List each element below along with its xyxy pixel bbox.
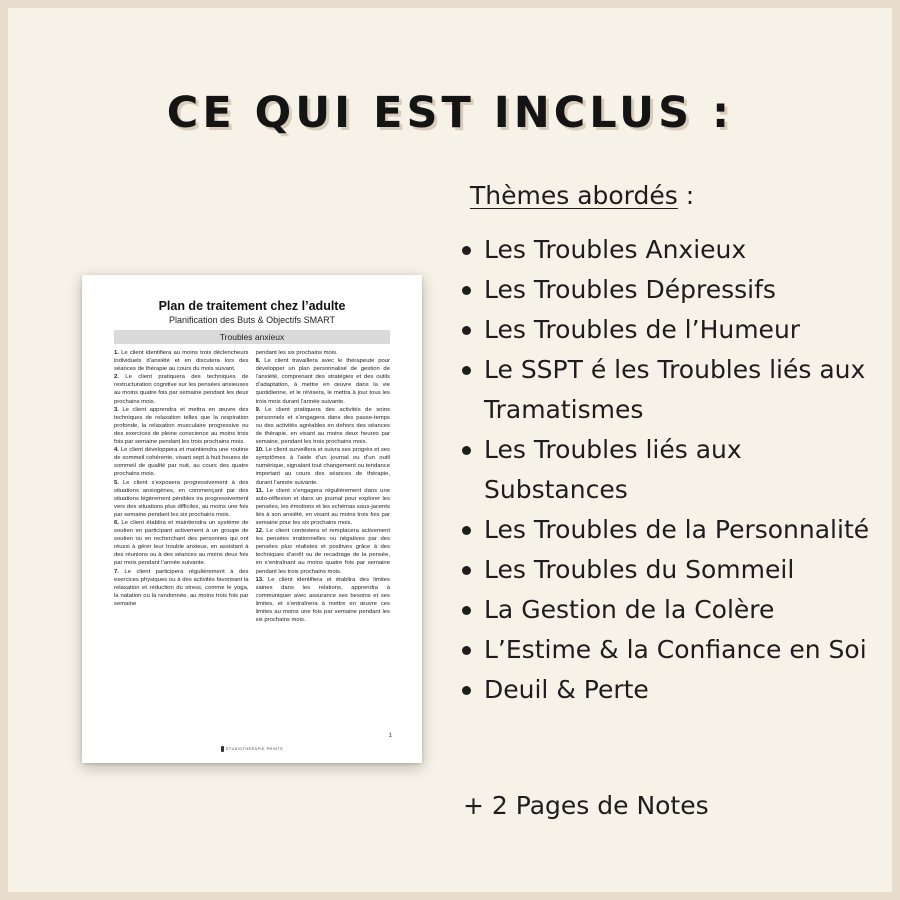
- paragraph-text: Le client participera régulièrement à des exercices physiques ou à des activités favorisant la relaxation et réduction du stress, comme le yoga, la natation ou la randonnée, au moins trois fois par semaine: [114, 568, 249, 607]
- document-paragraph: [256, 349, 391, 357]
- paragraph-text: Le client identifiera et établira des limites saines dans les relations, apprendra à communiquer avec assurance ses besoins et ses limites, et s’entraînera à mettre en œuvre ces limites au moins une fois par semaine pendant les six prochains mois.: [255, 576, 390, 624]
- paragraph-number: 11.: [255, 487, 264, 494]
- paragraph-number: 10.: [255, 447, 264, 454]
- topic-label: Deuil & Perte: [484, 675, 649, 704]
- topic-label: Les Troubles liés aux Substances: [484, 435, 742, 504]
- paragraph-text: Le client développera et maintiendra une routine de sommeil cohérente, visant sept à huit heures de sommeil de qualité par nuit, au cours des quatre prochains mois.: [114, 447, 249, 478]
- topic-label: Les Troubles du Sommeil: [484, 555, 795, 584]
- paragraph-text: Le client s’engagera régulièrement dans une auto-réflexion et dans un journal pour explorer les pensées, les émotions et les schémas sous-jacents liés à son anxiété, en visant au moins trois fois par semaine pour les six prochains mois.: [255, 487, 390, 526]
- list-item: [460, 550, 870, 590]
- bullet-icon: [462, 646, 471, 655]
- bullet-icon: [462, 446, 471, 455]
- bullet-icon: [462, 366, 471, 375]
- list-item: [460, 630, 870, 670]
- document-paragraph: [256, 487, 391, 527]
- paragraph-number: 4.: [114, 447, 119, 454]
- paragraph-number: 8.: [255, 358, 261, 365]
- bullet-icon: [462, 606, 471, 615]
- list-item: [460, 510, 870, 550]
- topic-label: Les Troubles de la Personnalité: [484, 515, 870, 544]
- topics-heading: [470, 181, 694, 210]
- list-item: [460, 670, 870, 710]
- paragraph-number: 12.: [255, 528, 264, 535]
- bullet-icon: [462, 286, 471, 295]
- topics-heading-suffix: :: [677, 181, 695, 210]
- document-paragraph: [114, 373, 249, 405]
- paragraph-text: Le client travaillera avec le thérapeute pour développer un plan personnalisé de gestion de l’anxiété, comprenant des stratégies et des outils d’adaptation, à mettre en œuvre dans la vie quotidienne, et le révisera, le mettra à jour tous les trois mois durant l’année suivante.: [255, 358, 390, 405]
- topic-label: La Gestion de la Colère: [484, 595, 775, 624]
- paragraph-text: Le client s’exposera progressivement à des situations anxiogènes, en commençant par des situations légèrement pénibles ira progressivement vers des situations plus difficiles, au moins une fois par semaine pendant les six prochains mois.: [114, 479, 249, 518]
- paragraph-number: 2.: [114, 374, 119, 381]
- document-section-header: Troubles anxieux: [114, 330, 390, 344]
- topics-list: [460, 230, 870, 710]
- document-footer: [82, 746, 422, 752]
- paragraph-text: Le client pratiquera des activités de soins personnels et s’engagera dans des passe-temps ou des activités agréables en dehors des séances de thérapie, en visant au moins deux heures par semaine, pendant les trois prochains mois.: [255, 406, 390, 446]
- logo-icon: [221, 746, 224, 752]
- document-paragraph: [256, 446, 391, 486]
- paragraph-text: Le client apprendra et mettra en œuvre des techniques de relaxation telles que la respiration profonde, la relaxation musculaire progressive ou des exercices de pleine conscience au moins trois fois par semaine pendant les trois prochains mois.: [114, 406, 249, 446]
- document-paragraph: [114, 349, 249, 373]
- document-subtitle: Planification des Buts & Objectifs SMART: [169, 315, 335, 325]
- paragraph-number: 1.: [114, 350, 119, 356]
- bullet-icon: [462, 246, 471, 255]
- bullet-icon: [462, 326, 471, 335]
- topic-label: Les Troubles Anxieux: [484, 235, 747, 264]
- paragraph-text: Le client surveillera et suivra ses progrès et ses symptômes à l’aide d’un journal ou d’un outil numérique, signalant tout changement ou tendance important au cours des séances de thérapie, durant l’année suivante.: [255, 447, 390, 486]
- list-item: [460, 270, 870, 310]
- document-paragraph: [114, 406, 249, 446]
- page-heading: CE QUI EST INCLUS :: [166, 88, 734, 138]
- document-paragraph: [256, 406, 391, 446]
- document-left-column: [114, 349, 249, 624]
- extra-pages-note: + 2 Pages de Notes: [463, 791, 709, 820]
- paragraph-text: Le client identifiera au moins trois déclencheurs individuels d’anxiété et en discutera lors des séances de thérapie au cours du mois suivant.: [114, 350, 249, 373]
- document-preview: [82, 275, 422, 763]
- topics-heading-label: Thèmes abordés: [470, 181, 678, 210]
- document-paragraph: [256, 576, 391, 625]
- document-paragraph: [256, 357, 391, 406]
- paragraph-number: 7.: [114, 568, 119, 575]
- document-paragraph: [114, 446, 249, 478]
- bullet-icon: [462, 526, 471, 535]
- paragraph-number: 5.: [114, 479, 119, 486]
- topic-label: Les Troubles Dépressifs: [484, 275, 776, 304]
- paragraph-number: 13.: [255, 576, 264, 583]
- document-paragraph: [114, 568, 249, 608]
- paragraph-number: 3.: [114, 406, 119, 413]
- topic-label: L’Estime & la Confiance en Soi: [484, 635, 867, 664]
- paragraph-number: 9.: [255, 406, 261, 413]
- list-item: [460, 590, 870, 630]
- bullet-icon: [462, 566, 471, 575]
- paragraph-text: Le client contestera et remplacera activement les pensées irrationnelles ou négatives par des pensées plus réalistes et positives grâce à des techniques d’arrêt ou de recadrage de la pensée, en s’entraînant au moins quatre fois par semaine pendant les trois prochains mois.: [255, 528, 390, 575]
- paragraph-text: Le client établira et maintiendra un système de soutien en participant activement à un groupe de soutien ou en recherchant des personnes qui ont réussi à gérer leur trouble anxieux, en assistant à des réunions ou à des séances au moins deux fois par mois pendant l’année suivante.: [114, 519, 249, 567]
- list-item: [460, 350, 870, 430]
- paragraph-text: pendant les six prochains mois.: [255, 350, 338, 356]
- topic-label: Les Troubles de l’Humeur: [484, 315, 801, 344]
- paragraph-text: Le client pratiquera des techniques de restructuration cognitive sur les pensées anxieuses au moins quatre fois par semaine pendant les deux prochains mois.: [114, 374, 249, 405]
- topic-label: Le SSPT é les Troubles liés aux Tramatismes: [484, 355, 866, 424]
- document-title: Plan de traitement chez l’adulte: [158, 299, 346, 313]
- document-page-number: 1: [388, 733, 392, 739]
- document-columns: [114, 349, 390, 624]
- document-paragraph: [114, 479, 249, 519]
- paragraph-number: 6.: [114, 519, 119, 526]
- document-paragraph: [114, 519, 249, 568]
- document-paragraph: [256, 527, 391, 576]
- list-item: [460, 430, 870, 510]
- list-item: [460, 230, 870, 270]
- list-item: [460, 310, 870, 350]
- document-footer-text: STUDIOTHERAPIE PRINTS: [225, 746, 284, 751]
- document-right-column: [256, 349, 391, 624]
- bullet-icon: [462, 686, 471, 695]
